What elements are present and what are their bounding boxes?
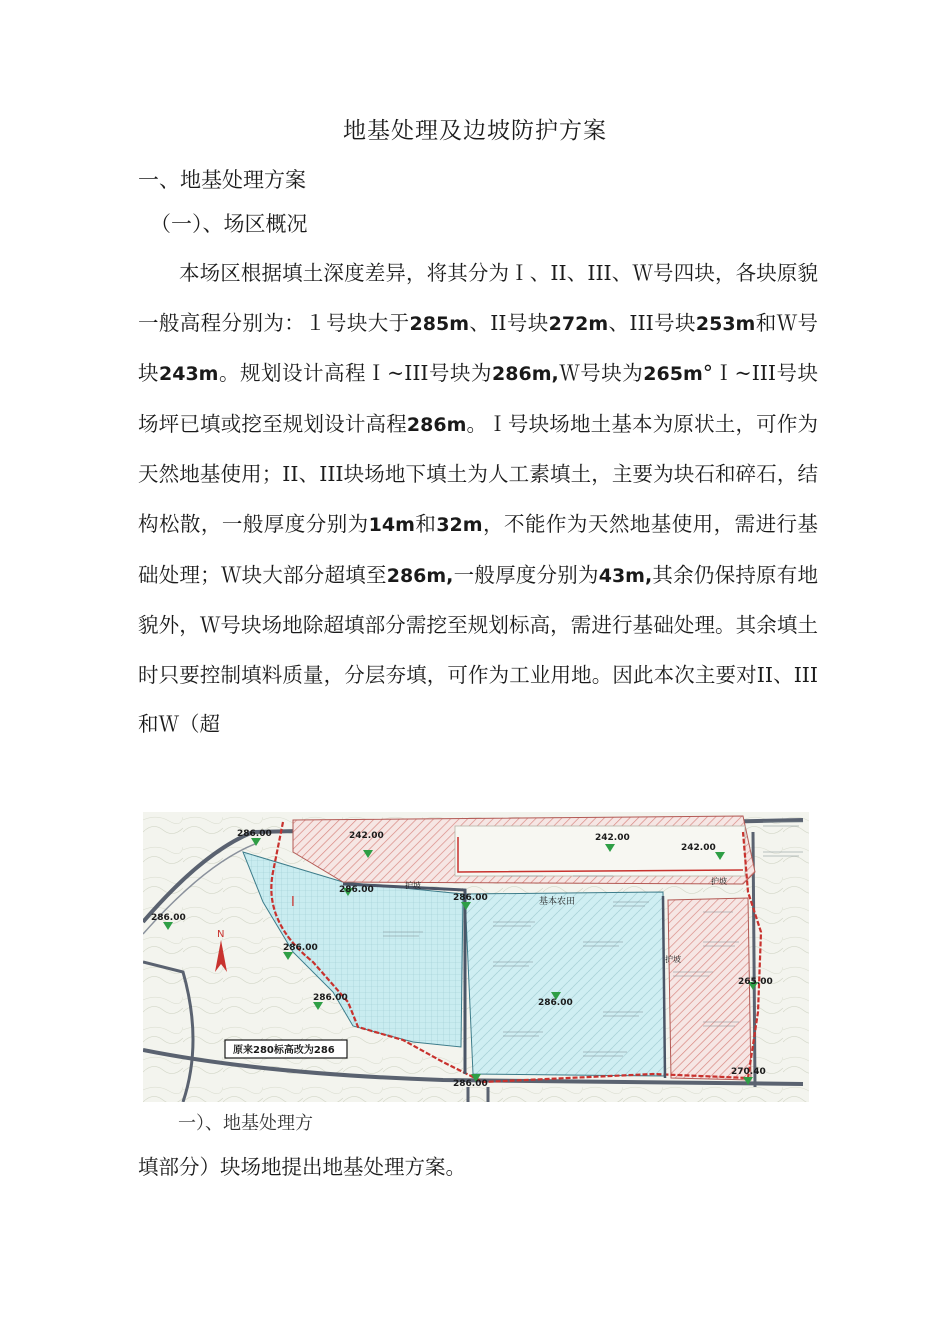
elevation-label: 286.00 [453,893,488,903]
elevation-label: 265.00 [738,977,773,987]
text-run: 本场区根据填土深度差异，将其分为Ｉ、II、III、Ｗ号四块，各块原貌一般高程分别为：１号块大于 [138,261,818,335]
zone-iv-area [668,898,751,1080]
value-run: 265m [643,363,703,386]
area-label: 基本农田 [539,897,576,907]
value-run: 285m [409,312,470,335]
elevation-label: 270.40 [731,1067,766,1077]
value-run: 272m [548,312,609,335]
note-label: 原来280标高改为286 [233,1045,335,1056]
value-run: 286m, [492,363,559,386]
text-run: 其余仍保持原有地貌外，Ｗ号块场地除超填部分需挖至规划标高，需进行基础处理。其余填土时只要控制填料质量，分层夯填，可作为工业用地。因此本次主要对II、III和Ｗ（超 [138,562,818,737]
value-run: 43m, [598,564,653,587]
slope-label: 护坡 [665,955,681,964]
elevation-label: 242.00 [681,843,716,853]
svg-text:N: N [217,929,225,940]
value-run: 286m [406,413,467,436]
slope-label: 护坡 [405,881,421,890]
text-run: 一般厚度分别为 [453,562,599,587]
text-run: 、II号块 [469,310,549,335]
text-run: 和Ｗ号块 [138,310,819,386]
elevation-label: 286.00 [283,943,318,953]
value-run: 286m, [386,564,454,587]
value-run: 32m [436,513,483,536]
slope-label: 护坡 [711,877,727,886]
text-run: 。规划设计高程Ｉ~III号块为 [218,361,493,386]
site-plan-map [143,812,809,1102]
text-run: ，不能作为天然地基使用，需进行基础处理；Ｗ块大部分超填至 [138,511,819,587]
continuation-text: 填部分）块场地提出地基处理方案。 [138,1155,466,1179]
text-run: 和 [414,511,437,536]
document-title: 地基处理及边坡防护方案 [343,118,607,144]
text-run: °Ｉ~III号块场坪已填或挖至规划设计高程 [138,361,818,436]
elevation-label: 286.00 [313,993,348,1003]
value-run: 253m [695,312,756,335]
value-run: 14m [368,513,415,536]
elevation-label: 242.00 [595,833,630,843]
value-run: 243m [159,363,219,386]
subsection-heading: （一）、场区概况 [150,212,308,236]
elevation-label: 286.00 [453,1079,488,1089]
site-overview-paragraph [138,249,818,750]
text-run: 。Ｉ号块场地土基本为原状土，可作为天然地基使用；II、III块场地下填土为人工素填土，主要为块石和碎石，结构松散，一般厚度分别为 [138,411,819,536]
elevation-label: 286.00 [151,913,186,923]
zone-ii-area [465,892,665,1076]
text-run: Ｗ号块为 [558,361,644,386]
elevation-label: 242.00 [349,831,384,841]
section-heading: 一、地基处理方案 [138,168,306,192]
elevation-label: 286.00 [237,829,272,839]
elevation-label: 286.00 [339,885,374,895]
site-plan-figure [143,812,809,1102]
text-run: 、III号块 [608,310,696,335]
figure-caption: 一）、地基处理方 [178,1113,313,1131]
zone-label: I [291,895,295,910]
elevation-label: 286.00 [538,998,573,1008]
